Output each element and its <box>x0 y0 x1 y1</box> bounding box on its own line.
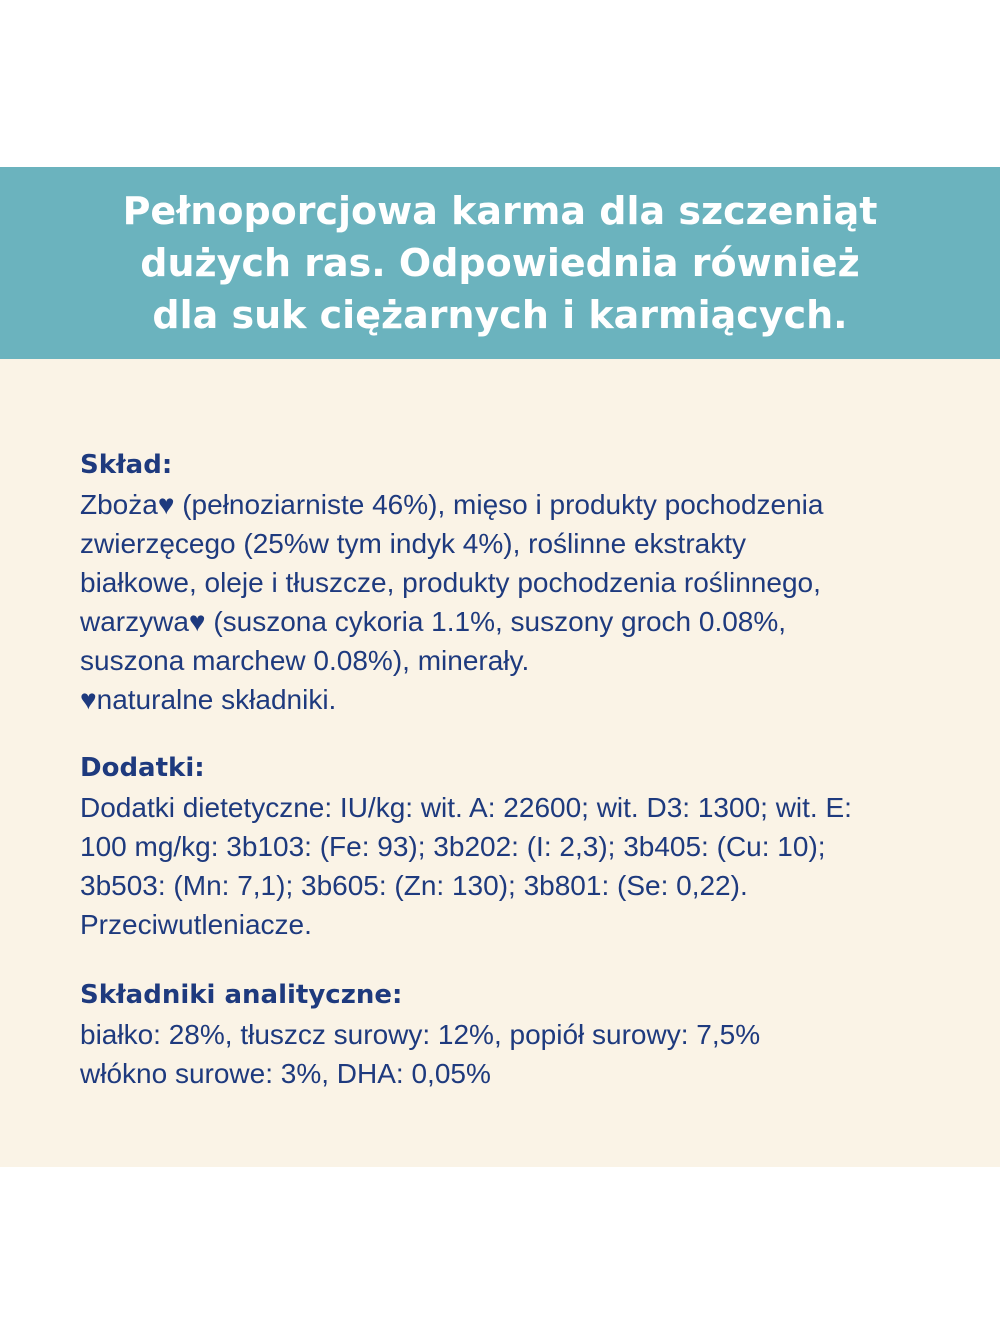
dodatki-line: Dodatki dietetyczne: IU/kg: wit. A: 22600; wit. D3: 1300; wit. E: <box>80 792 852 823</box>
section-title-skladniki-analityczne: Składniki analityczne: <box>80 980 403 1010</box>
sklad-line: Zboża♥ (pełnoziarniste 46%), mięso i produkty pochodzenia <box>80 489 824 520</box>
analityczne-line: białko: 28%, tłuszcz surowy: 12%, popiół surowy: 7,5% <box>80 1019 761 1050</box>
section-skladniki-analityczne <box>80 975 960 1093</box>
header-line: dla suk ciężarnych i karmiących. <box>152 293 848 337</box>
section-sklad <box>80 445 960 719</box>
header-line: Pełnoporcjowa karma dla szczeniąt <box>122 189 878 233</box>
dodatki-line: 3b503: (Mn: 7,1); 3b605: (Zn: 130); 3b801: (Se: 0,22). <box>80 870 748 901</box>
sklad-line: białkowe, oleje i tłuszcze, produkty pochodzenia roślinnego, <box>80 567 821 598</box>
analityczne-line: włókno surowe: 3%, DHA: 0,05% <box>80 1058 491 1089</box>
header-line: dużych ras. Odpowiednia również <box>140 241 860 285</box>
header-banner <box>0 167 1000 359</box>
dodatki-line: 100 mg/kg: 3b103: (Fe: 93); 3b202: (I: 2,3); 3b405: (Cu: 10); <box>80 831 826 862</box>
sklad-line: warzywa♥ (suszona cykoria 1.1%, suszony groch 0.08%, <box>80 606 787 637</box>
section-title-sklad: Skład: <box>80 450 173 480</box>
sklad-line: zwierzęcego (25%w tym indyk 4%), roślinne ekstrakty <box>80 528 747 559</box>
sklad-footnote: ♥naturalne składniki. <box>80 684 337 715</box>
dodatki-line: Przeciwutleniacze. <box>80 909 312 940</box>
section-title-dodatki: Dodatki: <box>80 753 205 783</box>
sklad-line: suszona marchew 0.08%), minerały. <box>80 645 530 676</box>
section-dodatki <box>80 748 960 944</box>
